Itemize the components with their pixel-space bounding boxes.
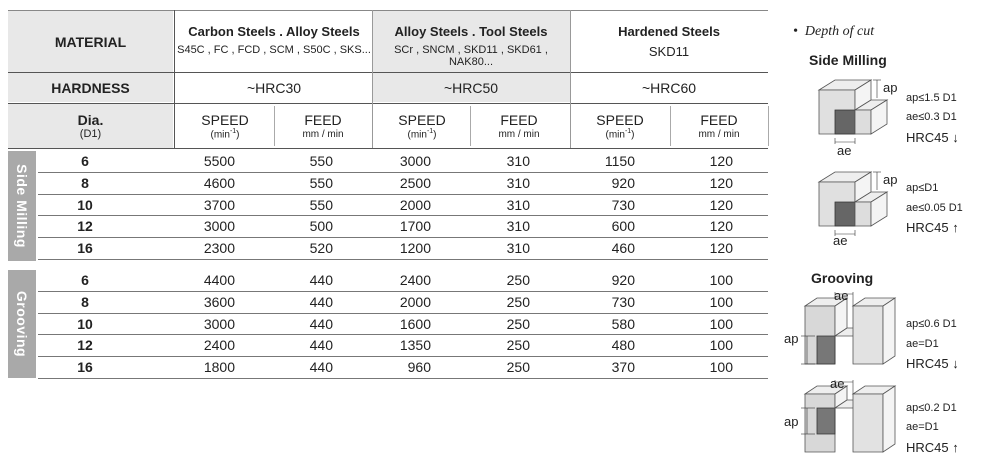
spec-3-line-3: HRC45 ↓ (906, 356, 959, 371)
table-cell: 1200 (399, 240, 431, 257)
depth-heading-text: Depth of cut (804, 24, 875, 39)
table-cell: 120 (709, 174, 733, 191)
table-cell: 100 (709, 293, 733, 310)
speed-header-1: SPEED (398, 112, 446, 128)
group-label-grooving: Grooving (8, 270, 36, 378)
arrow-up-icon: ↑ (952, 440, 959, 455)
arrow-down-icon: ↓ (952, 130, 959, 145)
hardness-label: HARDNESS (51, 80, 130, 96)
table-cell: 550 (309, 196, 333, 213)
table-row-dia: 12 (77, 337, 93, 354)
spec-3-line-2: ae=D1 (906, 338, 939, 350)
spec-1-line-1: ap≤1.5 D1 (906, 92, 957, 104)
side-milling-title: Side Milling (809, 52, 887, 68)
material-label: MATERIAL (54, 34, 127, 50)
table-row-dia: 8 (81, 293, 89, 310)
arrow-up-icon: ↑ (952, 220, 959, 235)
table-cell: 310 (506, 240, 530, 257)
table-row-dia: 10 (77, 196, 93, 213)
table-cell: 250 (506, 359, 530, 376)
table-row-dia: 16 (77, 359, 93, 376)
table-cell: 250 (506, 337, 530, 354)
table-cell: 440 (309, 359, 333, 376)
table-cell: 1700 (399, 218, 431, 235)
table-cell: 2300 (203, 240, 235, 257)
dia-label: Dia. (77, 112, 104, 128)
spec-1-line-3: HRC45 ↓ (906, 130, 959, 145)
table-cell: 4400 (203, 272, 235, 288)
hardness-hardened: ~HRC60 (641, 80, 697, 96)
table-row-dia: 16 (77, 240, 93, 257)
table-cell: 250 (506, 293, 530, 310)
dia-sub-label: (D1) (79, 128, 102, 140)
spec-2-line-3: HRC45 ↑ (906, 220, 959, 235)
table-cell: 440 (309, 315, 333, 332)
speed-unit-0: $(\min^{-1})$ (210, 128, 240, 141)
ap-label-3: ap (784, 331, 799, 346)
rule-col-sf2 (470, 106, 471, 146)
table-cell: 730 (611, 196, 635, 213)
grooving-title: Grooving (811, 270, 874, 286)
table-cell: 730 (611, 293, 635, 310)
table-cell: 4600 (203, 174, 235, 191)
table-cell: 580 (611, 315, 635, 332)
arrow-down-icon: ↓ (952, 356, 959, 371)
table-cell: 310 (506, 196, 530, 213)
material-title-hardened: Hardened Steels (618, 24, 720, 39)
table-cell: 100 (709, 315, 733, 332)
ae-label-3: ae (834, 288, 849, 303)
depth-heading (793, 24, 874, 40)
group-label-side-milling: Side Milling (8, 151, 36, 261)
rule-top (8, 10, 768, 11)
table-cell: 120 (709, 196, 733, 213)
table-row-dia: 10 (77, 315, 93, 332)
spec-3-line-1: ap≤0.6 D1 (906, 318, 957, 330)
speed-header-0: SPEED (201, 112, 249, 128)
rule-col-3 (570, 10, 571, 148)
ae-label-2: ae (833, 233, 848, 248)
bullet: • (793, 24, 798, 39)
ap-label-2: ap (883, 172, 898, 187)
table-cell: 1350 (399, 337, 431, 354)
material-grades-hardened: SKD11 (648, 44, 690, 59)
material-title-alloy: Alloy Steels . Tool Steels (394, 24, 548, 39)
table-cell: 440 (309, 293, 333, 310)
table-cell: 310 (506, 153, 530, 169)
rule-col-1 (174, 10, 175, 148)
spec-4-line-3: HRC45 ↑ (906, 440, 959, 455)
table-cell: 2500 (399, 174, 431, 191)
table-cell: 250 (506, 315, 530, 332)
table-cell: 2000 (399, 196, 431, 213)
spec-4-line-1: ap≤0.2 D1 (906, 402, 957, 414)
ae-label-1: ae (837, 143, 852, 158)
table-cell: 3000 (399, 153, 431, 169)
rule-col-2 (372, 10, 373, 148)
table-cell: 3000 (203, 218, 235, 235)
table-cell: 1150 (604, 153, 635, 169)
table-cell: 550 (309, 153, 333, 169)
table-cell: 1600 (399, 315, 431, 332)
table-row-dia: 6 (81, 272, 89, 288)
table-cell: 100 (709, 272, 733, 288)
table-cell: 120 (709, 240, 733, 257)
table-cell: 120 (709, 153, 733, 169)
table-cell: 370 (611, 359, 635, 376)
speed-unit-1: $(\min^{-1})$ (407, 128, 437, 141)
diagram-grooving-2 (783, 376, 908, 458)
hardness-alloy: ~HRC50 (443, 80, 499, 96)
table-cell: 440 (309, 337, 333, 354)
rule-col-sf3 (670, 106, 671, 146)
table-cell: 440 (309, 272, 333, 288)
table-row-dia: 8 (81, 174, 89, 191)
table-cell: 100 (709, 359, 733, 376)
row-rule (38, 378, 768, 379)
table-cell: 310 (506, 218, 530, 235)
ap-label-4: ap (784, 414, 799, 429)
table-row-dia: 12 (77, 218, 93, 235)
spec-2-line-1: ap≤D1 (906, 182, 939, 194)
table-cell: 600 (611, 218, 635, 235)
table-cell: 520 (309, 240, 333, 257)
table-cell: 3600 (203, 293, 235, 310)
feed-unit-1: mm / min (498, 129, 540, 140)
feed-unit-2: mm / min (698, 129, 740, 140)
feed-header-0: FEED (304, 112, 342, 128)
row-rule (38, 259, 768, 260)
table-cell: 310 (506, 174, 530, 191)
table-cell: 3000 (203, 315, 235, 332)
ae-label-4: ae (830, 376, 845, 391)
rule-material (8, 72, 768, 73)
spec-1-line-2: ae≤0.3 D1 (906, 111, 957, 123)
rule-right (768, 106, 769, 146)
table-cell: 460 (611, 240, 635, 257)
speed-header-2: SPEED (596, 112, 644, 128)
table-cell: 1800 (203, 359, 235, 376)
table-cell: 3700 (203, 196, 235, 213)
material-title-carbon: Carbon Steels . Alloy Steels (188, 24, 360, 39)
table-cell: 920 (611, 272, 635, 288)
feed-unit-0: mm / min (302, 129, 344, 140)
table-row-dia: 6 (81, 153, 89, 169)
table-cell: 2000 (399, 293, 431, 310)
material-grades-alloy: SCr , SNCM , SKD11 , SKD61 , NAK80... (394, 44, 548, 68)
spec-4-line-2: ae=D1 (906, 421, 939, 433)
table-cell: 550 (309, 174, 333, 191)
table-cell: 250 (506, 272, 530, 288)
table-cell: 120 (709, 218, 733, 235)
table-cell: 2400 (203, 337, 235, 354)
spec-2-line-2: ae≤0.05 D1 (906, 202, 963, 214)
table-cell: 480 (611, 337, 635, 354)
speed-unit-2: $(\min^{-1})$ (605, 128, 635, 141)
feed-header-2: FEED (700, 112, 738, 128)
ap-label-1: ap (883, 80, 898, 95)
table-cell: 5500 (203, 153, 235, 169)
hardness-carbon: ~HRC30 (246, 80, 302, 96)
rule-hardness (8, 103, 768, 104)
table-cell: 2400 (399, 272, 431, 288)
table-cell: 500 (309, 218, 333, 235)
rule-col-sf1 (274, 106, 275, 146)
rule-subheader (8, 148, 768, 149)
table-cell: 920 (611, 174, 635, 191)
feed-header-1: FEED (500, 112, 538, 128)
material-grades-carbon: S45C , FC , FCD , SCM , S50C , SKS... (177, 44, 371, 56)
table-cell: 100 (709, 337, 733, 354)
table-cell: 960 (407, 359, 431, 376)
